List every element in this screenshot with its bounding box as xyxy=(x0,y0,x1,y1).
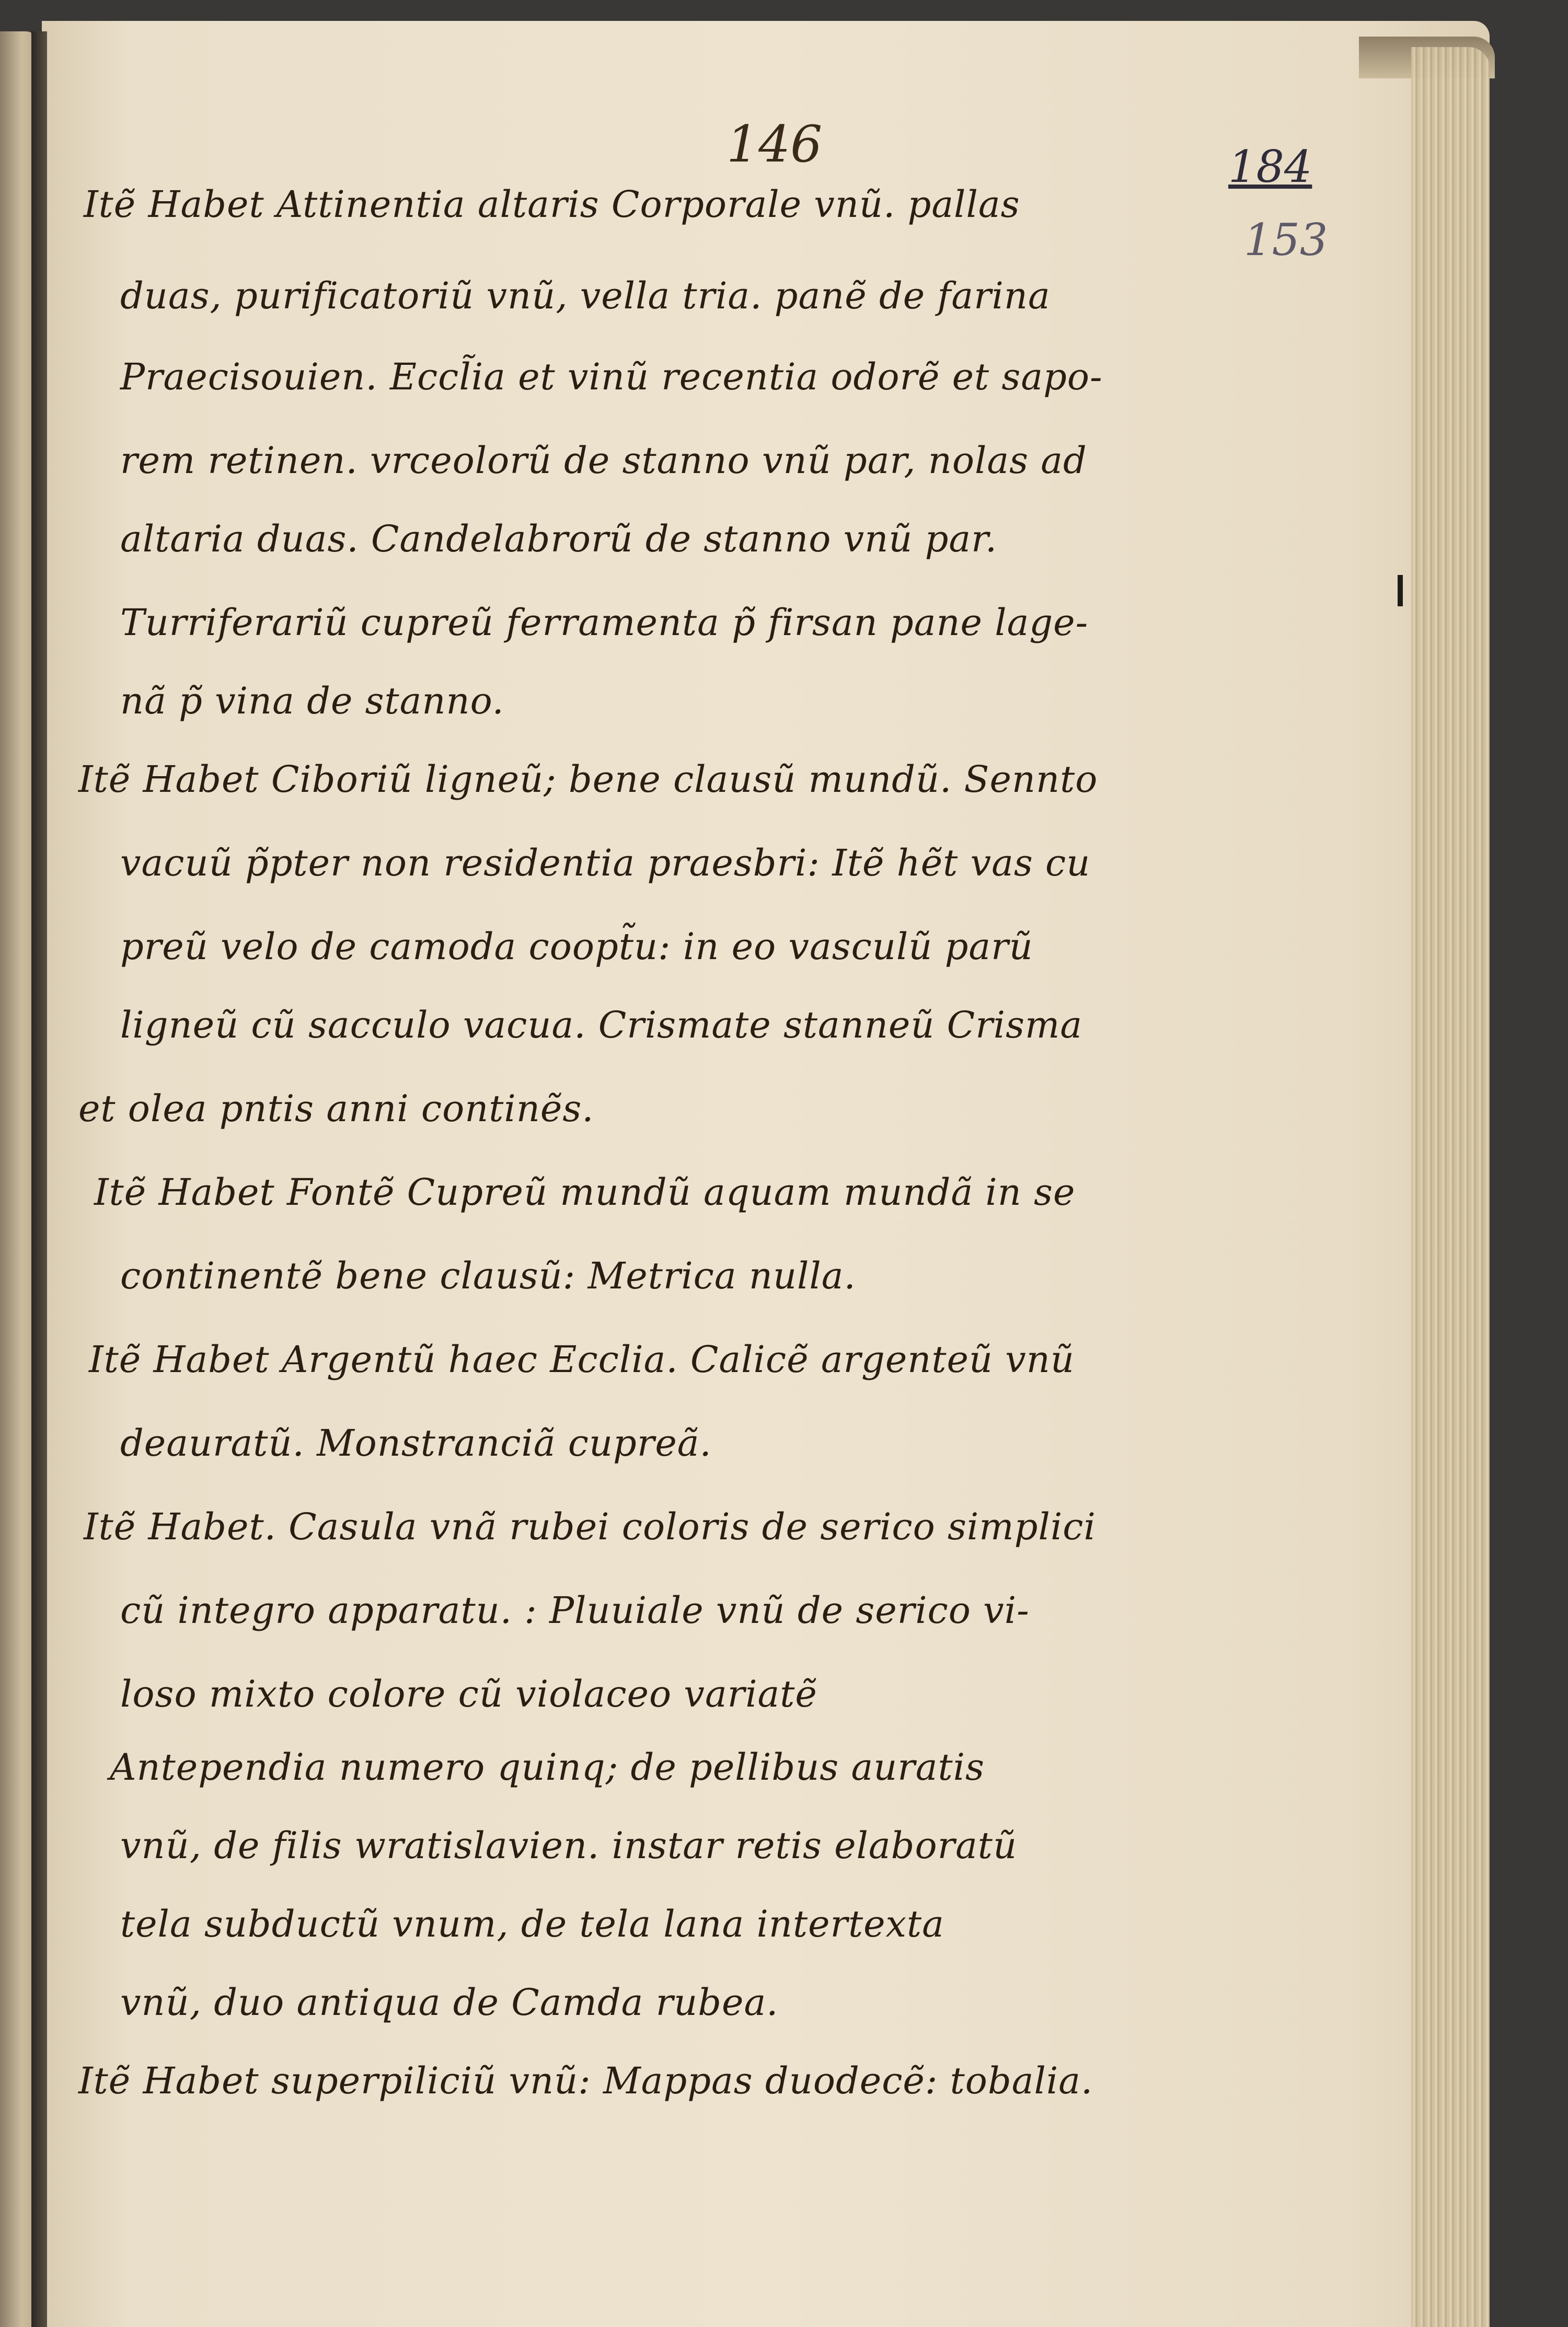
text-line: cũ integro apparatu. : Pluuiale vnũ de serico vi- xyxy=(120,1589,1030,1632)
text-line: deauratũ. Monstranciã cupreã. xyxy=(120,1422,712,1465)
text-line: et olea pntis anni continẽs. xyxy=(78,1087,594,1130)
text-line: vnũ, de filis wratislavien. instar retis elaboratũ xyxy=(120,1824,1018,1867)
text-line: altaria duas. Candelabrorũ de stanno vnũ par. xyxy=(120,517,998,560)
text-line: preũ velo de camoda coopt̃u: in eo vasculũ parũ xyxy=(120,925,1033,968)
text-line: Itẽ Habet Fontẽ Cupreũ mundũ aquam mundã in se xyxy=(94,1171,1076,1214)
text-line: tela subductũ vnum, de tela lana intertexta xyxy=(120,1903,944,1945)
text-line: Itẽ Habet superpiliciũ vnũ: Mappas duodecẽ: tobalia. xyxy=(78,2059,1093,2102)
text-line: loso mixto colore cũ violaceo variatẽ xyxy=(120,1673,817,1715)
text-line: Itẽ Habet Argentũ haec Ecclia. Calicẽ argenteũ vnũ xyxy=(89,1338,1075,1381)
text-line: rem retinen. vrceolorũ de stanno vnũ par, nolas ad xyxy=(120,439,1087,482)
text-line: vacuũ p̃pter non residentia praesbri: Itẽ hẽt vas cu xyxy=(120,842,1091,884)
text-line: duas, purificatoriũ vnũ, vella tria. panẽ de farina xyxy=(120,274,1051,317)
text-line: Itẽ Habet Attinentia altaris Corporale vnũ. pallas xyxy=(84,183,1020,226)
gutter-shadow xyxy=(31,31,47,2327)
text-line: Praecisouien. Eccl̃ia et vinũ recentia odorẽ et sapo- xyxy=(120,355,1103,398)
page-marker xyxy=(1398,575,1403,606)
folio-number-ink: 184 xyxy=(1228,141,1312,192)
text-line: ligneũ cũ sacculo vacua. Crismate stanneũ Crisma xyxy=(120,1004,1083,1046)
text-line: Antependia numero quinq; de pellibus auratis xyxy=(110,1746,985,1789)
text-line: Itẽ Habet Ciboriũ ligneũ; bene clausũ mundũ. Sennto xyxy=(78,758,1098,801)
text-line: Itẽ Habet. Casula vnã rubei coloris de serico simplici xyxy=(84,1505,1096,1548)
folio-number-pencil: 153 xyxy=(1244,214,1328,266)
text-line: nã p̃ vina de stanno. xyxy=(120,679,504,722)
text-line: Turriferariũ cupreũ ferramenta p̃ firsan pane lage- xyxy=(120,601,1089,644)
page-number: 146 xyxy=(727,115,823,174)
text-line: continentẽ bene clausũ: Metrica nulla. xyxy=(120,1254,856,1297)
page-stack-edge xyxy=(1411,47,1490,2327)
text-line: vnũ, duo antiqua de Camda rubea. xyxy=(120,1981,779,2024)
